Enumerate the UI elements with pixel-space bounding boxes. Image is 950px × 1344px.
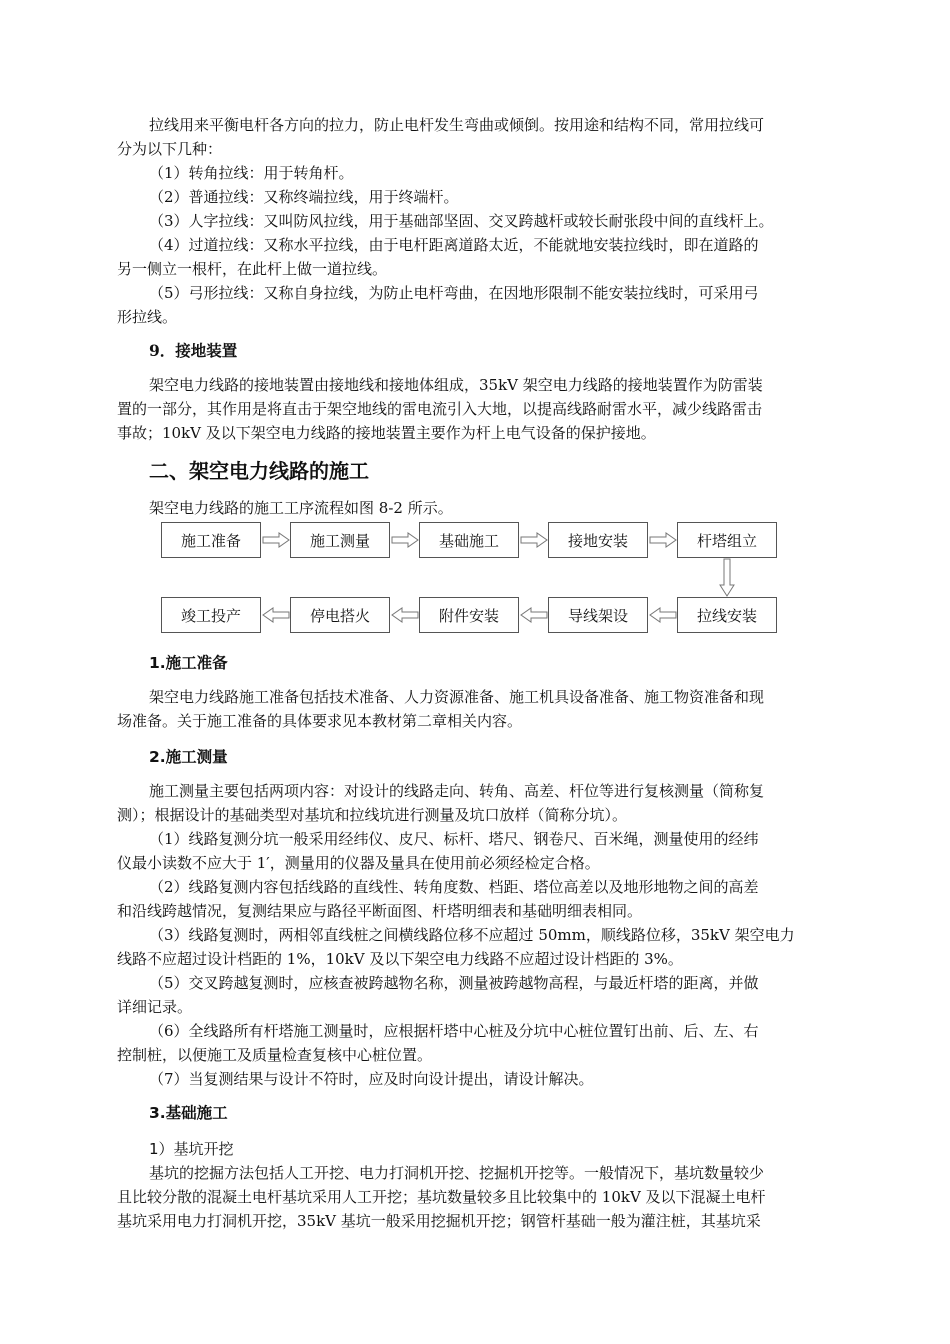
flow-arrow-right-icon <box>391 532 419 548</box>
flow-box-guy-install: 拉线安装 <box>677 597 777 633</box>
foundation-line: 基坑的挖掘方法包括人工开挖、电力打洞机开挖、挖掘机开挖等。一般情况下，基坑数量较少 <box>149 1164 765 1182</box>
prep-line: 架空电力线路施工准备包括技术准备、人力资源准备、施工机具设备准备、施工物资准备和现 <box>149 688 765 706</box>
survey-line: （3）线路复测时，两相邻直线桩之间横线路位移不应超过 50mm，顺线路位移，35kV 架空电力 <box>149 926 795 944</box>
flow-box-fittings-install: 附件安装 <box>419 597 519 633</box>
flow-box-commissioning: 竣工投产 <box>161 597 261 633</box>
flow-arrow-right-icon <box>520 532 548 548</box>
guy-type-item: （3）人字拉线：又叫防风拉线，用于基础部坚固、交叉跨越杆或较长耐张段中间的直线杆上。 <box>149 212 774 230</box>
flow-box-construction-prep: 施工准备 <box>161 522 261 558</box>
guy-type-item: （5）弓形拉线：又称自身拉线，为防止电杆弯曲，在因地形限制不能安装拉线时，可采用弓 <box>149 284 759 302</box>
survey-line: 控制桩，以便施工及质量检查复核中心桩位置。 <box>117 1046 433 1064</box>
flow-box-grounding-install: 接地安装 <box>548 522 648 558</box>
grounding-line: 事故；10kV 及以下架空电力线路的接地装置主要作为杆上电气设备的保护接地。 <box>117 424 656 442</box>
survey-line: （5）交叉跨越复测时，应核查被跨越物名称，测量被跨越物高程，与最近杆塔的距离，并做 <box>149 974 759 992</box>
intro-line-1: 拉线用来平衡电杆各方向的拉力，防止电杆发生弯曲或倾倒。按用途和结构不同，常用拉线可 <box>149 116 765 134</box>
flow-arrow-right-icon <box>262 532 290 548</box>
foundation-heading: 3.基础施工 <box>149 1104 228 1122</box>
survey-line: 线路不应超过设计档距的 1%，10kV 及以下架空电力线路不应超过设计档距的 3%。 <box>117 950 683 968</box>
survey-line: 和沿线跨越情况，复测结果应与路径平断面图、杆塔明细表和基础明细表相同。 <box>117 902 643 920</box>
foundation-line: 且比较分散的混凝土电杆基坑采用人工开挖；基坑数量较多且比较集中的 10kV 及以下混凝土电杆 <box>117 1188 766 1206</box>
foundation-line: 基坑采用电力打洞机开挖，35kV 基坑一般采用挖掘机开挖；钢管杆基础一般为灌注桩，其基坑采 <box>117 1212 761 1230</box>
section-intro: 架空电力线路的施工工序流程如图 8-2 所示。 <box>149 499 453 517</box>
survey-line: 仪最小读数不应大于 1′，测量用的仪器及量具在使用前必须经检定合格。 <box>117 854 600 872</box>
survey-line: （2）线路复测内容包括线路的直线性、转角度数、档距、塔位高差以及地形地物之间的高差 <box>149 878 759 896</box>
flow-box-power-connection: 停电搭火 <box>290 597 390 633</box>
flow-arrow-left-icon <box>649 607 677 623</box>
flow-box-construction-survey: 施工测量 <box>290 522 390 558</box>
grounding-line: 置的一部分，其作用是将直击于架空地线的雷电流引入大地，以提高线路耐雷水平，减少线路雷击 <box>117 400 763 418</box>
guy-type-item-cont: 形拉线。 <box>117 308 178 326</box>
survey-line: 测）；根据设计的基础类型对基坑和拉线坑进行测量及坑口放样（简称分坑）。 <box>117 806 628 824</box>
intro-line-2: 分为以下几种： <box>117 140 223 158</box>
flow-box-tower-erection: 杆塔组立 <box>677 522 777 558</box>
flow-arrow-left-icon <box>520 607 548 623</box>
flow-arrow-left-icon <box>262 607 290 623</box>
survey-line: （1）线路复测分坑一般采用经纬仪、皮尺、标杆、塔尺、钢卷尺、百米绳，测量使用的经纬 <box>149 830 759 848</box>
grounding-line: 架空电力线路的接地装置由接地线和接地体组成，35kV 架空电力线路的接地装置作为防雷装 <box>149 376 763 394</box>
guy-type-item: （1）转角拉线：用于转角杆。 <box>149 164 354 182</box>
flow-box-conductor-stringing: 导线架设 <box>548 597 648 633</box>
flow-arrow-left-icon <box>391 607 419 623</box>
guy-type-item: （4）过道拉线：又称水平拉线，由于电杆距离道路太近，不能就地安装拉线时，即在道路的 <box>149 236 759 254</box>
flow-arrow-down-icon <box>719 558 735 597</box>
survey-heading: 2.施工测量 <box>149 748 228 766</box>
section-title: 二、架空电力线路的施工 <box>149 459 369 483</box>
survey-line: （6）全线路所有杆塔施工测量时，应根据杆塔中心桩及分坑中心桩位置钉出前、后、左、右 <box>149 1022 759 1040</box>
foundation-subheading: 1）基坑开挖 <box>149 1140 234 1158</box>
grounding-heading: 9．接地装置 <box>149 341 238 360</box>
prep-heading: 1.施工准备 <box>149 654 228 672</box>
guy-type-item: （2）普通拉线：又称终端拉线，用于终端杆。 <box>149 188 459 206</box>
flow-box-foundation: 基础施工 <box>419 522 519 558</box>
prep-line: 场准备。关于施工准备的具体要求见本教材第二章相关内容。 <box>117 712 523 730</box>
survey-line: 施工测量主要包括两项内容：对设计的线路走向、转角、高差、杆位等进行复核测量（简称复 <box>149 782 765 800</box>
guy-type-item-cont: 另一侧立一根杆，在此杆上做一道拉线。 <box>117 260 388 278</box>
survey-line: （7）当复测结果与设计不符时，应及时向设计提出，请设计解决。 <box>149 1070 594 1088</box>
flow-arrow-right-icon <box>649 532 677 548</box>
survey-line: 详细记录。 <box>117 998 193 1016</box>
